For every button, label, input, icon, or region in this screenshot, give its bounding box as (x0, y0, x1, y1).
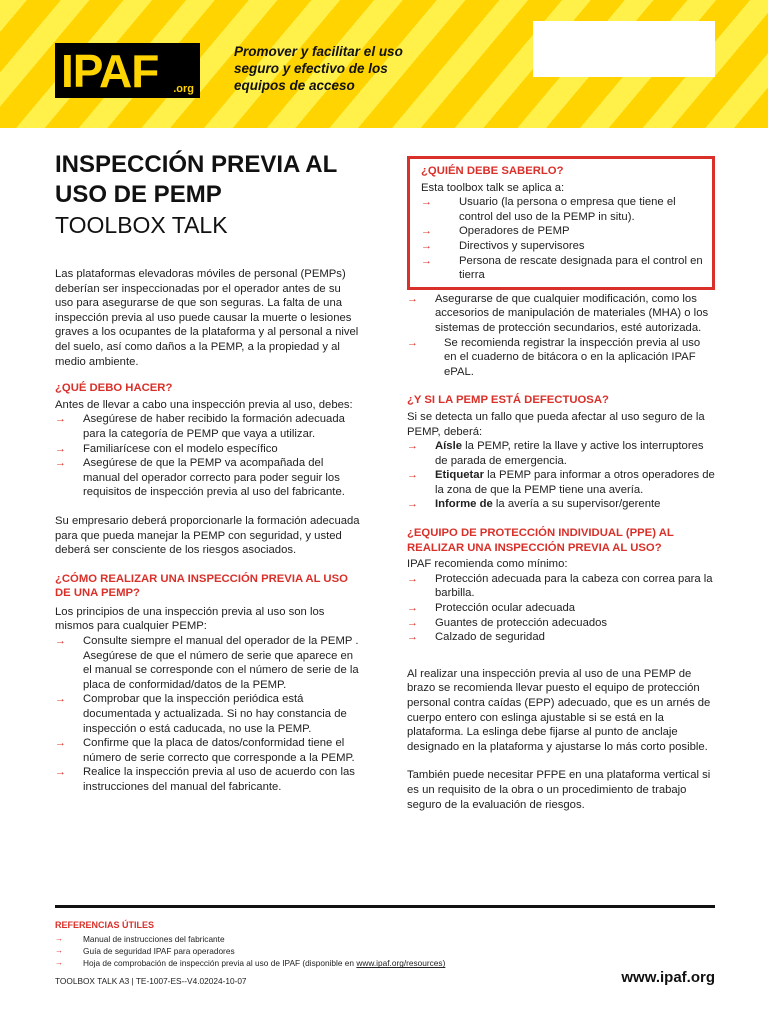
arrow-right-icon: → (55, 635, 66, 648)
intro-paragraph: Las plataformas elevadoras móviles de personal (PEMPs) deberían ser inspeccionadas por el operador antes de su uso para asegurarse de que son seguras. La falta de una inspección previa al uso puede causar la muerte o lesiones graves a los ocupantes de la plataforma y al personal a nivel del suelo, así como daños a la PEMP, a la propiedad y al medio ambiente. (55, 268, 359, 368)
list-item: → Asegúrese de haber recibido la formación adecuada para la categoría de PEMP que vaya a utilizar. (55, 413, 345, 440)
website-link[interactable]: www.ipaf.org (621, 969, 715, 986)
who-list (421, 195, 703, 283)
arrow-right-icon: → (407, 440, 418, 453)
ipaf-logo (55, 43, 200, 98)
left-column (55, 150, 360, 795)
list-item: → Operadores de PEMP (421, 225, 570, 238)
what-heading: ¿QUÉ DEBO HACER? (55, 382, 173, 395)
how-lead: Los principios de una inspección previa al uso son los mismos para cualquier PEMP: (55, 605, 325, 633)
list-item: → Hoja de comprobación de inspección previa al uso de IPAF (disponible en www.ipaf.org/resources) (55, 958, 446, 969)
arrow-right-icon: → (55, 457, 66, 470)
right-column (407, 156, 715, 812)
list-item: → Protección adecuada para la cabeza con correa para la barbilla. (407, 572, 713, 600)
list-item: → Persona de rescate designada para el control en tierra (421, 254, 703, 282)
ppe-paragraph-1: Al realizar una inspección previa al uso de una PEMP de brazo se recomienda llevar puesto el equipo de protección personal contra caídas (EPP) adecuado, que es un arnés de cuerpo entero con eslinga ajustable si se está en la plataforma. La eslinga debe fijarse al punto de anclaje designado en la plataforma y ajustarse lo más corto posible. (407, 667, 711, 753)
list-item: → Manual de instrucciones del fabricante (55, 934, 225, 944)
employer-paragraph: Su empresario deberá proporcionarle la formación adecuada para que pueda manejar la PEMP con seguridad, y usted deberá ser consciente de los riesgos asociados. (55, 514, 360, 557)
header-band (0, 0, 768, 128)
ppe-list (407, 572, 715, 645)
refs-list (55, 933, 575, 970)
page-subtitle: TOOLBOX TALK (55, 212, 228, 238)
arrow-right-icon: → (55, 766, 66, 779)
ppe-lead: IPAF recomienda como mínimo: (407, 558, 568, 571)
ppe-heading: ¿EQUIPO DE PROTECCIÓN INDIVIDUAL (PPE) AL REALIZAR UNA INSPECCIÓN PREVIA AL USO? (407, 527, 674, 554)
list-item: → Protección ocular adecuada (407, 602, 576, 615)
what-list (55, 412, 360, 500)
list-item: → Calzado de seguridad (407, 631, 545, 644)
who-box (407, 156, 715, 290)
arrow-right-icon: → (421, 196, 432, 209)
list-item: → Aísle la PEMP, retire la llave y active los interruptores de parada de emergencia. (407, 440, 704, 467)
arrow-right-icon: → (421, 239, 432, 252)
arrow-right-icon: → (55, 946, 63, 956)
resources-link[interactable]: www.ipaf.org/resources) (356, 958, 446, 969)
arrow-right-icon: → (407, 616, 418, 629)
document-code: TOOLBOX TALK A3 | TE-1007-ES--V4.02024-10-07 (55, 976, 247, 986)
arrow-right-icon: → (55, 934, 63, 943)
who-heading: ¿QUIÉN DEBE SABERLO? (421, 165, 564, 177)
arrow-right-icon: → (421, 225, 432, 238)
how-list (55, 634, 360, 795)
how-heading: ¿CÓMO REALIZAR UNA INSPECCIÓN PREVIA AL USO DE UNA PEMP? (55, 572, 348, 600)
tagline: Promover y facilitar el uso seguro y efectivo de los equipos de acceso (234, 44, 403, 93)
arrow-right-icon: → (55, 413, 66, 426)
list-item: → Asegúrese de que la PEMP va acompañada del manual del operador correcto para poder seguir los requisitos de inspección previa al uso del fabricante. (55, 457, 345, 499)
list-item: → Guía de seguridad IPAF para operadores (55, 946, 235, 957)
arrow-right-icon: → (407, 336, 418, 349)
logo-text: IPAF (61, 45, 159, 97)
page-title-line1: INSPECCIÓN PREVIA AL (55, 151, 338, 178)
defective-heading: ¿Y SI LA PEMP ESTÁ DEFECTUOSA? (407, 394, 609, 407)
list-item: → Confirme que la placa de datos/conformidad tiene el número de serie correcto que corresponde a la PEMP. (55, 737, 355, 764)
list-item: → Consulte siempre el manual del operador de la PEMP . Asegúrese de que el número de serie que aparece en el manual se corresponde con el número de serie de la placa de conformidad/datos de la PEMP. (55, 635, 359, 691)
defective-list (407, 439, 715, 512)
arrow-right-icon: → (407, 469, 418, 482)
arrow-right-icon: → (407, 631, 418, 644)
list-item: → Comprobar que la inspección periódica está documentada y actualizada. Si no hay constancia de inspección o está caducada, no use la PEMP. (55, 693, 347, 735)
arrow-right-icon: → (55, 958, 63, 968)
list-item: → Informe de la avería a su supervisor/gerente (407, 498, 661, 511)
arrow-right-icon: → (55, 442, 66, 455)
list-item: → Directivos y supervisores (421, 239, 585, 252)
arrow-right-icon: → (55, 693, 66, 706)
arrow-right-icon: → (407, 572, 418, 585)
footer-divider (55, 905, 715, 908)
list-item: → Etiquetar la PEMP para informar a otros operadores de la zona de que la PEMP tiene una avería. (407, 469, 715, 496)
list-item: → Asegurarse de que cualquier modificación, como los accesorios de manipulación de materiales (MHA) o los sistemas de protección secundarios, esté autorizada. (407, 292, 709, 334)
list-item: → Realice la inspección previa al uso de acuerdo con las instrucciones del manual del fabricante. (55, 766, 355, 793)
list-item: → Guantes de protección adecuados (407, 616, 608, 629)
defective-lead: Si se detecta un fallo que pueda afectar al uso seguro de la PEMP, deberá: (407, 410, 705, 438)
what-lead: Antes de llevar a cabo una inspección previa al uso, debes: (55, 398, 353, 411)
list-item: → Usuario (la persona o empresa que tiene el control del uso de la PEMP in situ). (421, 196, 676, 223)
who-lead: Esta toolbox talk se aplica a: (421, 181, 565, 194)
logo-org: .org (173, 83, 194, 95)
arrow-right-icon: → (407, 498, 418, 511)
refs-heading: REFERENCIAS ÚTILES (55, 920, 155, 930)
blank-box (533, 21, 715, 77)
arrow-right-icon: → (55, 737, 66, 750)
references (55, 920, 575, 970)
page-title-line2: USO DE PEMP (55, 181, 222, 208)
arrow-right-icon: → (407, 292, 418, 305)
list-item: → Familiarícese con el modelo específico (55, 442, 278, 455)
ppe-paragraph-2: También puede necesitar PFPE en una plataforma vertical si es un requisito de la obra o un procedimiento de trabajo seguro de la evaluación de riesgos. (407, 769, 711, 811)
list-item: → Se recomienda registrar la inspección previa al uso en el cuaderno de bitácora o en la aplicación IPAF ePAL. (407, 336, 701, 378)
arrow-right-icon: → (421, 254, 432, 267)
extra-list (407, 292, 715, 380)
arrow-right-icon: → (407, 602, 418, 615)
